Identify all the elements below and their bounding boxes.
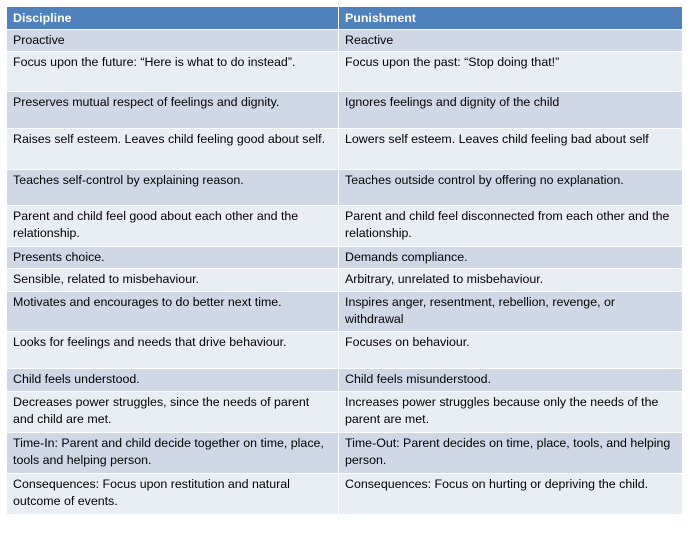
discipline-cell: Raises self esteem. Leaves child feeling good about self. <box>7 129 339 170</box>
table-row <box>7 369 683 392</box>
discipline-cell: Child feels understood. <box>7 369 339 392</box>
discipline-cell: Sensible, related to misbehaviour. <box>7 269 339 292</box>
table-row <box>7 292 683 332</box>
header-punishment: Punishment <box>339 7 683 30</box>
discipline-cell: Time-In: Parent and child decide together on time, place, tools and helping person. <box>7 433 339 474</box>
punishment-cell: Ignores feelings and dignity of the child <box>339 92 683 129</box>
punishment-cell: Child feels misunderstood. <box>339 369 683 392</box>
discipline-cell: Presents choice. <box>7 247 339 269</box>
table-row <box>7 392 683 433</box>
comparison-table-container <box>6 6 682 515</box>
table-row <box>7 129 683 170</box>
punishment-cell: Focus upon the past: “Stop doing that!” <box>339 52 683 92</box>
punishment-cell: Inspires anger, resentment, rebellion, revenge, or withdrawal <box>339 292 683 332</box>
punishment-cell: Teaches outside control by offering no explanation. <box>339 170 683 206</box>
punishment-cell: Demands compliance. <box>339 247 683 269</box>
discipline-cell: Preserves mutual respect of feelings and dignity. <box>7 92 339 129</box>
discipline-cell: Proactive <box>7 30 339 52</box>
punishment-cell: Increases power struggles because only the needs of the parent are met. <box>339 392 683 433</box>
punishment-cell: Arbitrary, unrelated to misbehaviour. <box>339 269 683 292</box>
discipline-cell: Teaches self-control by explaining reason. <box>7 170 339 206</box>
discipline-cell: Looks for feelings and needs that drive behaviour. <box>7 332 339 369</box>
discipline-cell: Motivates and encourages to do better next time. <box>7 292 339 332</box>
discipline-cell: Consequences: Focus upon restitution and natural outcome of events. <box>7 474 339 515</box>
punishment-cell: Reactive <box>339 30 683 52</box>
table-row <box>7 92 683 129</box>
table-row <box>7 433 683 474</box>
table-row <box>7 269 683 292</box>
discipline-cell: Decreases power struggles, since the needs of parent and child are met. <box>7 392 339 433</box>
table-row <box>7 52 683 92</box>
discipline-cell: Focus upon the future: “Here is what to do instead”. <box>7 52 339 92</box>
punishment-cell: Focuses on behaviour. <box>339 332 683 369</box>
table-row <box>7 170 683 206</box>
header-row <box>7 7 683 30</box>
table-row <box>7 247 683 269</box>
punishment-cell: Parent and child feel disconnected from each other and the relationship. <box>339 206 683 247</box>
table-row <box>7 332 683 369</box>
table-row <box>7 474 683 515</box>
punishment-cell: Time-Out: Parent decides on time, place, tools, and helping person. <box>339 433 683 474</box>
punishment-cell: Lowers self esteem. Leaves child feeling bad about self <box>339 129 683 170</box>
discipline-vs-punishment-table <box>6 6 683 515</box>
punishment-cell: Consequences: Focus on hurting or depriving the child. <box>339 474 683 515</box>
table-row <box>7 206 683 247</box>
table-row <box>7 30 683 52</box>
header-discipline: Discipline <box>7 7 339 30</box>
discipline-cell: Parent and child feel good about each other and the relationship. <box>7 206 339 247</box>
